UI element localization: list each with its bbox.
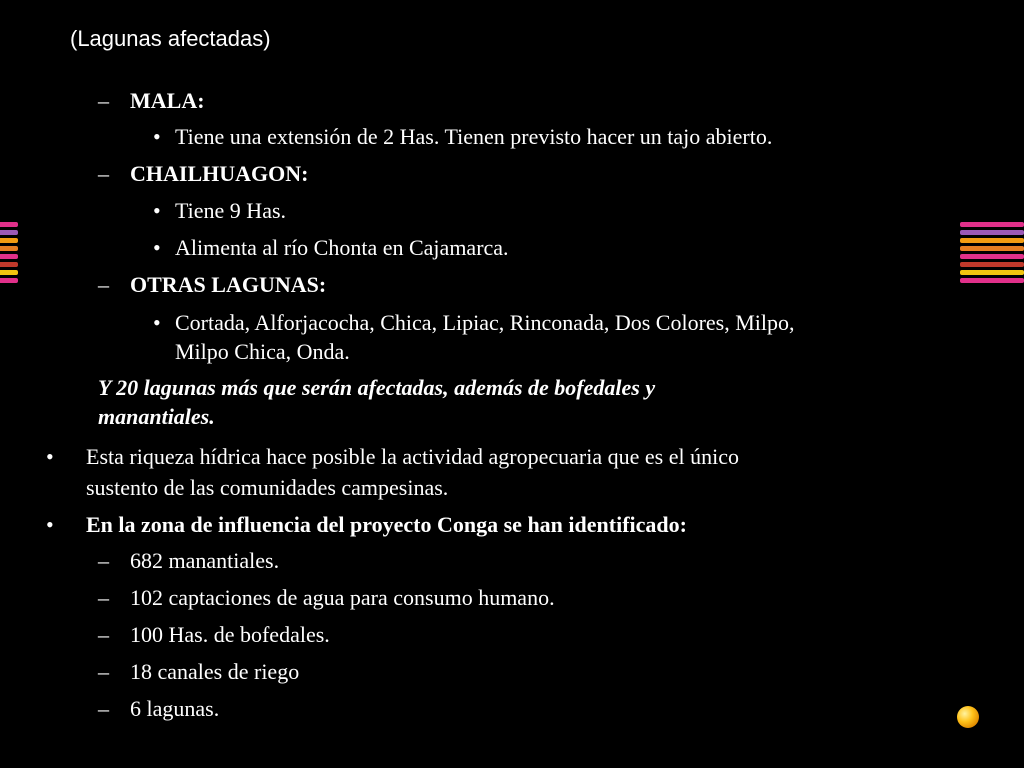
stripe	[0, 238, 18, 243]
zona-item-manantiales: 682 manantiales.	[130, 548, 280, 573]
stripe	[960, 246, 1024, 251]
bullet-marker: •	[46, 512, 54, 537]
riqueza-text-line2: sustento de las comunidades campesinas.	[86, 475, 449, 500]
dash-marker: –	[98, 696, 109, 721]
mala-label: MALA:	[130, 88, 205, 113]
stripe	[0, 222, 18, 227]
stripe	[0, 262, 18, 267]
right-stripe-decoration	[960, 222, 1024, 286]
chailhuagon-detail-1: Tiene 9 Has.	[175, 198, 287, 223]
stripe	[960, 270, 1024, 275]
stripe	[960, 262, 1024, 267]
orb-button-icon[interactable]	[957, 706, 979, 728]
dash-marker: –	[98, 548, 109, 573]
otras-lagunas-detail-line2: Milpo Chica, Onda.	[175, 339, 350, 364]
dash-marker: –	[98, 161, 109, 186]
stripe	[960, 230, 1024, 235]
bullet-marker: •	[153, 235, 161, 260]
stripe	[960, 278, 1024, 283]
stripe	[960, 254, 1024, 259]
dash-marker: –	[98, 272, 109, 297]
bullet-marker: •	[153, 124, 161, 149]
stripe	[0, 246, 18, 251]
dash-marker: –	[98, 659, 109, 684]
bullet-marker: •	[153, 198, 161, 223]
dash-marker: –	[98, 585, 109, 610]
stripe	[0, 230, 18, 235]
lagunas-note-line2: manantiales.	[98, 404, 215, 429]
chailhuagon-detail-2: Alimenta al río Chonta en Cajamarca.	[175, 235, 509, 260]
stripe	[0, 270, 18, 275]
zona-item-canales: 18 canales de riego	[130, 659, 300, 684]
stripe	[0, 278, 18, 283]
lagunas-note-line1: Y 20 lagunas más que serán afectadas, además de bofedales y	[98, 375, 656, 400]
zona-item-bofedales: 100 Has. de bofedales.	[130, 622, 330, 647]
otras-lagunas-label: OTRAS LAGUNAS:	[130, 272, 327, 297]
bullet-marker: •	[153, 310, 161, 335]
mala-detail: Tiene una extensión de 2 Has. Tienen previsto hacer un tajo abierto.	[175, 124, 773, 149]
bullet-marker: •	[46, 444, 54, 469]
stripe	[0, 254, 18, 259]
slide-heading: (Lagunas afectadas)	[70, 26, 271, 51]
dash-marker: –	[98, 622, 109, 647]
zona-influencia-title: En la zona de influencia del proyecto Conga se han identificado:	[86, 512, 687, 537]
chailhuagon-label: CHAILHUAGON:	[130, 161, 309, 186]
stripe	[960, 222, 1024, 227]
zona-item-captaciones: 102 captaciones de agua para consumo humano.	[130, 585, 555, 610]
dash-marker: –	[98, 88, 109, 113]
riqueza-text-line1: Esta riqueza hídrica hace posible la actividad agropecuaria que es el único	[86, 444, 739, 469]
left-stripe-decoration	[0, 222, 18, 286]
stripe	[960, 238, 1024, 243]
zona-item-lagunas: 6 lagunas.	[130, 696, 220, 721]
otras-lagunas-detail-line1: Cortada, Alforjacocha, Chica, Lipiac, Rinconada, Dos Colores, Milpo,	[175, 310, 795, 335]
